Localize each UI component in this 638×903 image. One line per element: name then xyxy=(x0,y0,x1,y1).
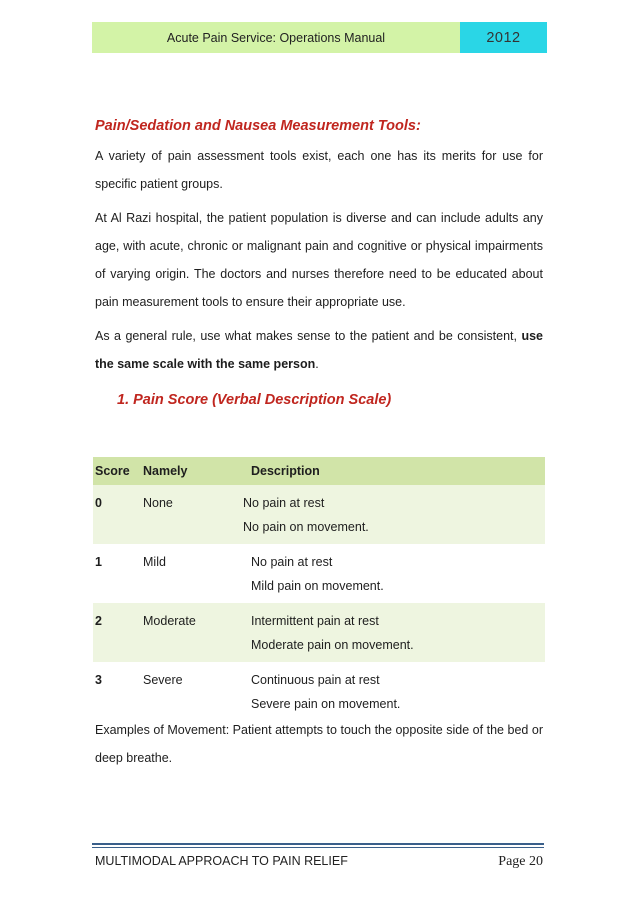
description-cell xyxy=(243,544,545,603)
rule-end: . xyxy=(315,357,319,371)
paragraph-2: At Al Razi hospital, the patient population is diverse and can include adults any age, with acute, chronic or malignant pain and cognitive or physical impairments of varying origin. The doctors and nurses therefore need to be educated about pain measurement tools to ensure their appropriate use. xyxy=(95,211,543,309)
name-cell: Mild xyxy=(143,555,166,569)
table-header-row xyxy=(93,457,545,485)
section-heading: Pain/Sedation and Nausea Measurement Tools: xyxy=(95,118,421,134)
description-line: Mild pain on movement. xyxy=(251,579,384,593)
score-cell: 2 xyxy=(95,614,102,628)
header-title: Acute Pain Service: Operations Manual xyxy=(92,22,460,53)
rule-text: As a general rule, use what makes sense to the patient and be consistent, xyxy=(95,329,522,343)
description-line: Moderate pain on movement. xyxy=(251,638,414,652)
page-header xyxy=(92,22,547,53)
subsection-heading: 1. Pain Score (Verbal Description Scale) xyxy=(117,392,392,408)
table-row xyxy=(93,662,545,721)
name-cell: Moderate xyxy=(143,614,196,628)
header-namely: Namely xyxy=(143,464,188,478)
description-line: No pain on movement. xyxy=(243,520,369,534)
description-cell xyxy=(243,603,545,662)
score-cell: 0 xyxy=(95,496,102,510)
examples-paragraph: Examples of Movement: Patient attempts to touch the opposite side of the bed or deep breathe. xyxy=(95,723,543,765)
score-cell: 3 xyxy=(95,673,102,687)
name-cell: Severe xyxy=(143,673,183,687)
paragraph-1: A variety of pain assessment tools exist, each one has its merits for use for specific patient groups. xyxy=(95,149,543,191)
description-cell xyxy=(243,485,545,544)
description-line: Continuous pain at rest xyxy=(251,673,380,687)
page-number: Page 20 xyxy=(498,854,543,869)
table-row xyxy=(93,544,545,603)
description-line: No pain at rest xyxy=(243,496,325,510)
score-cell: 1 xyxy=(95,555,102,569)
description-line: Intermittent pain at rest xyxy=(251,614,379,628)
description-cell xyxy=(243,662,545,721)
main-content xyxy=(95,118,543,408)
examples-section xyxy=(95,716,543,772)
footer-divider xyxy=(92,843,544,845)
page-footer xyxy=(95,854,543,870)
header-description xyxy=(243,457,545,485)
description-line: Severe pain on movement. xyxy=(251,697,401,711)
table-row xyxy=(93,603,545,662)
rule-bold: use the same scale with the same person xyxy=(95,329,543,371)
header-description-label: Description xyxy=(251,464,320,478)
header-year: 2012 xyxy=(460,22,547,53)
pain-score-table xyxy=(93,457,545,721)
paragraph-rule xyxy=(95,322,543,378)
table-row xyxy=(93,485,545,544)
description-line: No pain at rest xyxy=(251,555,333,569)
footer-divider-thin xyxy=(92,847,544,848)
name-cell: None xyxy=(143,496,173,510)
footer-title: MULTIMODAL APPROACH TO PAIN RELIEF xyxy=(95,854,348,868)
header-score: Score xyxy=(95,464,130,478)
